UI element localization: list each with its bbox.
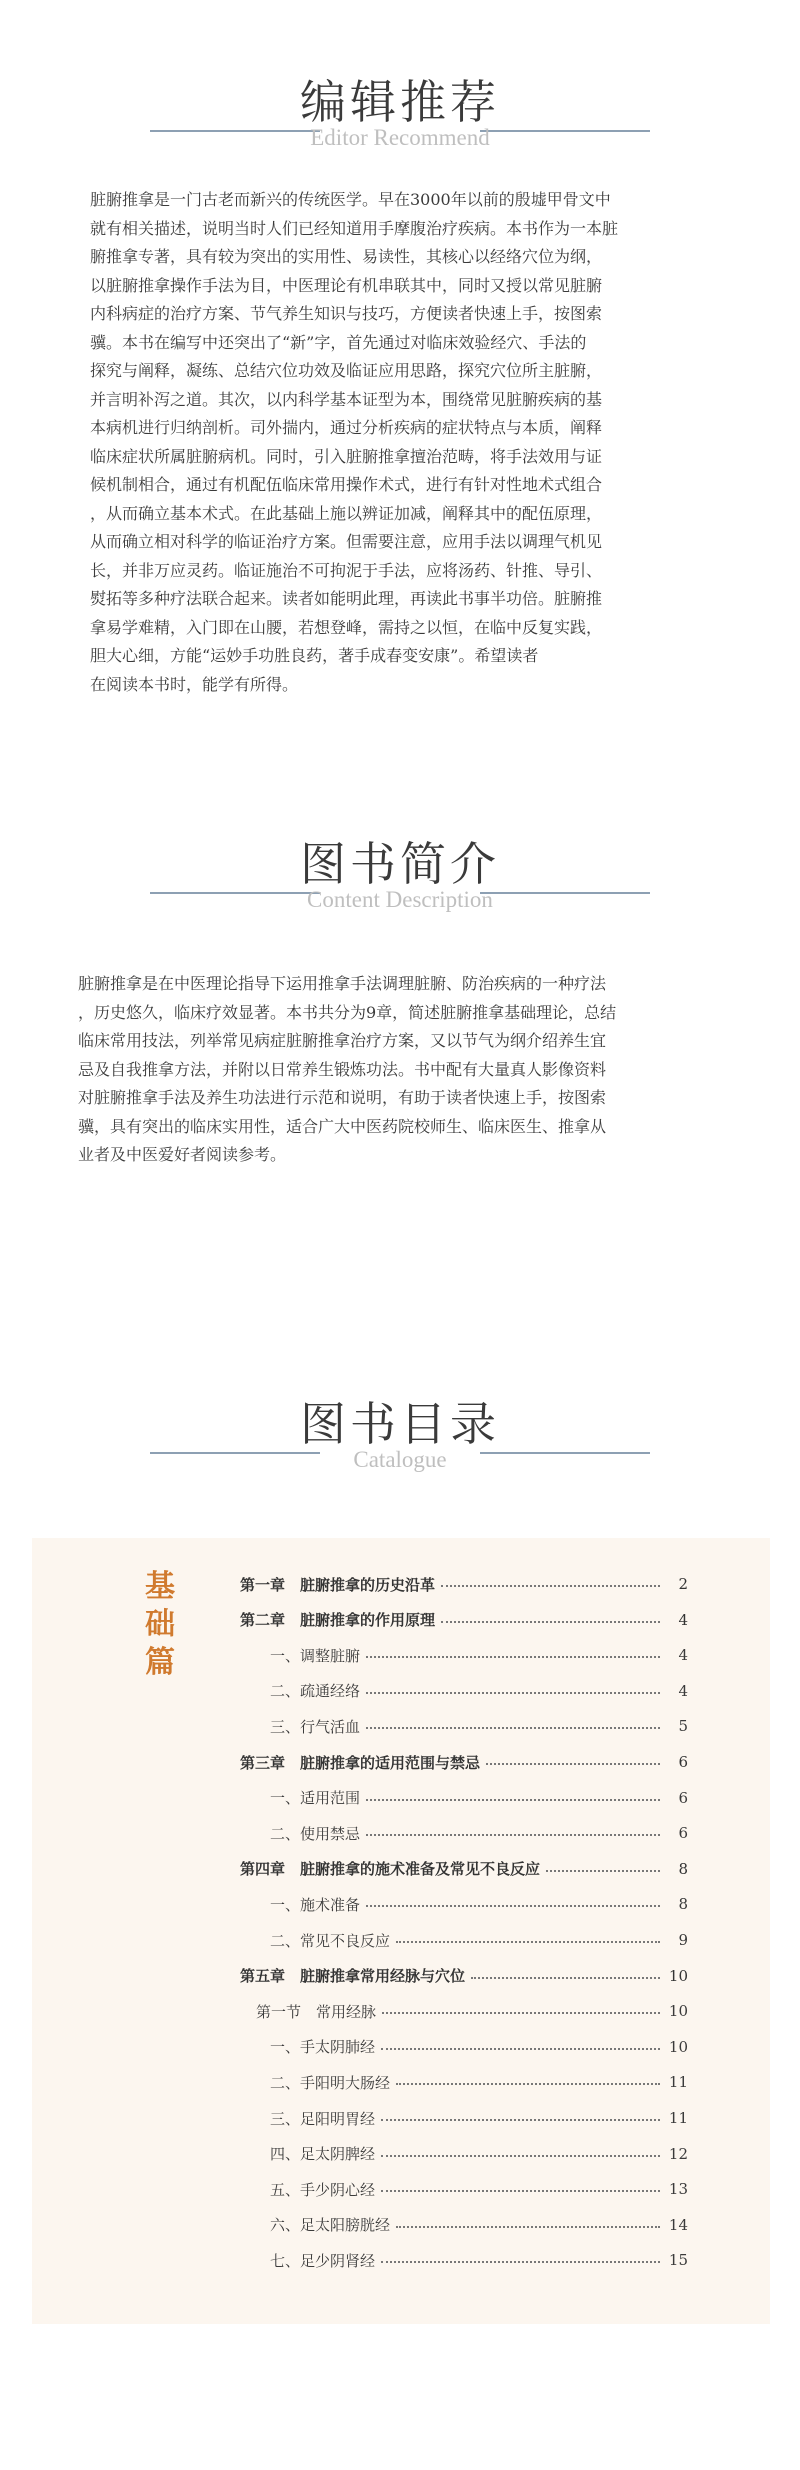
- toc-item-row[interactable]: [270, 2213, 688, 2237]
- toc-chapter-row[interactable]: [240, 1608, 688, 1632]
- toc-leader-dots: [441, 1621, 660, 1623]
- part-label: [140, 1568, 180, 1682]
- toc-leader-dots: [396, 1941, 660, 1943]
- toc-item-row[interactable]: [270, 1821, 688, 1845]
- content-description-header: [0, 834, 800, 954]
- toc-leader-dots: [381, 2048, 660, 2050]
- toc-item-row[interactable]: [270, 1892, 688, 1916]
- toc-item-row[interactable]: [270, 2177, 688, 2201]
- toc-item-row[interactable]: [270, 2142, 688, 2166]
- toc-page-number: 9: [678, 1931, 688, 1949]
- toc-page-number: 15: [668, 2251, 688, 2270]
- toc-page-number: 5: [678, 1717, 688, 1736]
- toc-entry-title: 二、手阳明大肠经: [270, 2073, 391, 2092]
- toc-leader-dots: [382, 2012, 660, 2014]
- toc-item-row[interactable]: [270, 2248, 688, 2272]
- toc-item-row[interactable]: [270, 1714, 688, 1738]
- text-line: 骥，具有突出的临床实用性，适合广大中医药院校师生、临床医生、推拿从: [78, 1116, 607, 1136]
- toc-leader-dots: [366, 1692, 660, 1694]
- toc-entry-title: 第一章 脏腑推拿的历史沿革: [240, 1575, 436, 1594]
- toc-leader-dots: [366, 1799, 660, 1801]
- toc-section-row[interactable]: [256, 1999, 688, 2023]
- toc-entry-title: 第五章 脏腑推拿常用经脉与穴位: [240, 1967, 466, 1986]
- toc-page-number: 4: [678, 1610, 688, 1629]
- toc-page-number: 6: [678, 1788, 688, 1807]
- toc-entry-title: 六、足太阳膀胱经: [270, 2216, 391, 2235]
- toc-page-number: 11: [668, 2073, 688, 2092]
- toc-page-number: 6: [678, 1824, 688, 1843]
- text-line: 探究与阐释，凝练、总结穴位功效及临证应用思路，探究穴位所主脏腑，: [90, 361, 603, 380]
- toc-leader-dots: [546, 1870, 660, 1872]
- text-line: 对脏腑推拿手法及养生功法进行示范和说明，有助于读者快速上手，按图索: [78, 1088, 607, 1107]
- toc-entry-title: 五、手少阴心经: [270, 2180, 376, 2199]
- text-line: 在阅读本书时，能学有所得。: [90, 674, 299, 694]
- toc-page-number: 13: [668, 2180, 688, 2199]
- text-line: ，从而确立基本术式。在此基础上施以辨证加减，阐释其中的配伍原理，: [90, 503, 603, 523]
- toc-page-number: 4: [678, 1681, 688, 1700]
- toc-leader-dots: [381, 2119, 660, 2121]
- toc-page-number: 10: [668, 1966, 688, 1985]
- toc-leader-dots: [381, 2155, 660, 2157]
- toc-item-row[interactable]: [270, 1679, 688, 1703]
- text-line: 就有相关描述，说明当时人们已经知道用手摩腹治疗疾病。本书作为一本脏: [90, 218, 619, 238]
- toc-entry-title: 第一节 常用经脉: [256, 2002, 377, 2021]
- text-line: 拿易学难精，入门即在山腰，若想登峰，需持之以恒，在临中反复实践，: [90, 617, 603, 637]
- text-line: 熨拓等多种疗法联合起来。读者如能明此理，再读此书事半功倍。脏腑推: [90, 589, 603, 608]
- editor-recommend-header: [0, 72, 800, 192]
- toc-item-row[interactable]: [270, 2070, 688, 2094]
- toc-page-number: 10: [668, 2037, 688, 2056]
- toc-entry-title: 二、常见不良反应: [270, 1931, 391, 1950]
- text-line: 胆大心细，方能“运妙手功胜良药，著手成春变安康”。希望读者: [90, 646, 539, 665]
- text-line: 本病机进行归纳剖析。司外揣内，通过分析疾病的症状特点与本质，阐释: [90, 418, 603, 437]
- toc-entry-title: 四、足太阴脾经: [270, 2145, 376, 2164]
- toc-leader-dots: [366, 1905, 660, 1907]
- toc-leader-dots: [396, 2083, 660, 2085]
- text-line: 骥。本书在编写中还突出了“新”字，首先通过对临床效验经穴、手法的: [90, 332, 587, 352]
- toc-entry-title: 三、行气活血: [270, 1717, 361, 1736]
- toc-chapter-row[interactable]: [240, 1964, 688, 1988]
- toc-leader-dots: [441, 1585, 660, 1587]
- toc-leader-dots: [396, 2226, 660, 2228]
- text-line: 内科病症的治疗方案、节气养生知识与技巧，方便读者快速上手，按图索: [90, 304, 603, 323]
- toc-chapter-row[interactable]: [240, 1857, 688, 1881]
- toc-page-number: 8: [678, 1895, 688, 1914]
- toc-entry-title: 第三章 脏腑推拿的适用范围与禁忌: [240, 1753, 481, 1772]
- part-label-char: 础: [145, 1607, 175, 1642]
- toc-item-row[interactable]: [270, 1928, 688, 1952]
- toc-entry-title: 一、手太阴肺经: [270, 2038, 376, 2057]
- toc-entry-title: 一、施术准备: [270, 1895, 361, 1914]
- toc-leader-dots: [366, 1656, 660, 1658]
- toc-leader-dots: [366, 1727, 660, 1729]
- text-line: 脏腑推拿是在中医理论指导下运用推拿手法调理脏腑、防治疾病的一种疗法: [78, 974, 607, 993]
- toc-leader-dots: [486, 1763, 660, 1765]
- toc-entry-title: 二、疏通经络: [270, 1682, 361, 1701]
- toc-page-number: 6: [678, 1753, 688, 1771]
- text-line: 以脏腑推拿操作手法为目，中医理论有机串联其中，同时又授以常见脏腑: [90, 275, 603, 295]
- text-line: 从而确立相对科学的临证治疗方案。但需要注意，应用手法以调理气机见: [90, 532, 603, 551]
- toc-item-row[interactable]: [270, 2035, 688, 2059]
- content-description-title: 图书简介: [300, 837, 500, 891]
- toc-chapter-row[interactable]: [240, 1750, 688, 1774]
- toc-leader-dots: [471, 1977, 660, 1979]
- text-line: 腑推拿专著，具有较为突出的实用性、易读性，其核心以经络穴位为纲，: [90, 247, 603, 266]
- editor-recommend-text: [90, 186, 710, 699]
- toc-entry-title: 三、足阳明胃经: [270, 2109, 376, 2128]
- toc-item-row[interactable]: [270, 2106, 688, 2130]
- content-description-subtitle: Content Description: [307, 887, 493, 912]
- toc-leader-dots: [381, 2190, 660, 2192]
- editor-recommend-subtitle: Editor Recommend: [310, 125, 490, 150]
- catalogue-header: [0, 1394, 800, 1514]
- toc-page-number: 11: [668, 2109, 688, 2127]
- toc-entry-title: 第四章 脏腑推拿的施术准备及常见不良反应: [240, 1860, 541, 1879]
- text-line: 临床症状所属脏腑病机。同时，引入脏腑推拿擅治范畴，将手法效用与证: [90, 446, 603, 466]
- text-line: 候机制相合，通过有机配伍临床常用操作术式，进行有针对性地术式组合: [90, 475, 603, 494]
- text-line: 临床常用技法，列举常见病症脏腑推拿治疗方案，又以节气为纲介绍养生宜: [78, 1031, 607, 1050]
- toc-item-row[interactable]: [270, 1643, 688, 1667]
- catalogue-title: 图书目录: [300, 1397, 500, 1451]
- toc-leader-dots: [381, 2261, 660, 2263]
- text-line: 长，并非万应灵药。临证施治不可拘泥于手法，应将汤药、针推、导引、: [90, 560, 603, 580]
- toc-page-number: 10: [668, 2002, 688, 2021]
- editor-recommend-title: 编辑推荐: [300, 75, 500, 129]
- toc-page-number: 4: [678, 1646, 688, 1665]
- text-line: 忌及自我推拿方法，并附以日常养生锻炼功法。书中配有大量真人影像资料: [78, 1059, 607, 1079]
- toc-entry-title: 二、使用禁忌: [270, 1824, 361, 1843]
- toc-leader-dots: [366, 1834, 660, 1836]
- toc-item-row[interactable]: [270, 1786, 688, 1810]
- text-line: ，历史悠久，临床疗效显著。本书共分为9章，简述脏腑推拿基础理论，总结: [78, 1002, 617, 1022]
- catalogue-subtitle: Catalogue: [353, 1447, 447, 1472]
- toc-entry-title: 七、足少阴肾经: [270, 2251, 376, 2270]
- toc-entry-title: 一、适用范围: [270, 1789, 361, 1808]
- toc-page-number: 14: [668, 2215, 688, 2234]
- toc-entry-title: 一、调整脏腑: [270, 1646, 361, 1665]
- text-line: 脏腑推拿是一门古老而新兴的传统医学。早在3000年以前的殷墟甲骨文中: [90, 190, 611, 209]
- part-label-char: 篇: [145, 1645, 175, 1680]
- content-description-text: [78, 970, 726, 1170]
- toc-page-number: 12: [668, 2144, 688, 2163]
- toc-chapter-row[interactable]: [240, 1572, 688, 1596]
- toc-entry-title: 第二章 脏腑推拿的作用原理: [240, 1611, 436, 1630]
- part-label-char: 基: [145, 1569, 175, 1604]
- text-line: 并言明补泻之道。其次，以内科学基本证型为本，围绕常见脏腑疾病的基: [90, 389, 603, 409]
- text-line: 业者及中医爱好者阅读参考。: [78, 1145, 287, 1164]
- toc-page-number: 2: [678, 1575, 688, 1593]
- toc-page-number: 8: [678, 1859, 688, 1878]
